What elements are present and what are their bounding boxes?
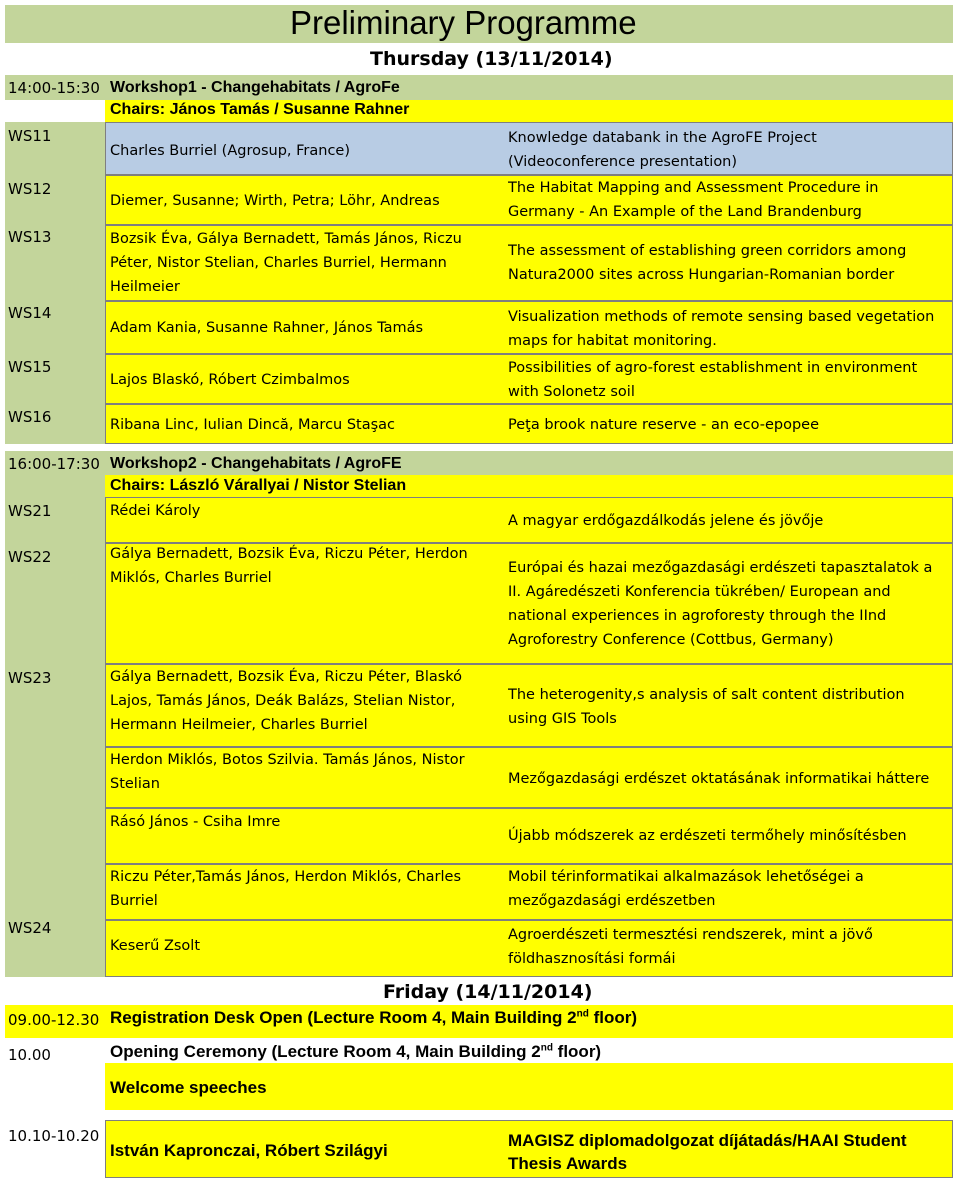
topic-cell: A magyar erdőgazdálkodás jelene és jövője — [508, 513, 824, 529]
opening-text — [110, 1042, 601, 1062]
session-id: WS14 — [8, 304, 52, 322]
session-id: WS13 — [8, 228, 52, 246]
topic-cell: Agroerdészeti termesztési rendszerek, mint a jövő földhasznosítási formái — [508, 927, 873, 967]
speaker-cell: Riczu Péter,Tamás János, Herdon Miklós, Charles Burriel — [110, 869, 462, 909]
speaker-cell: Keserű Zsolt — [110, 938, 201, 954]
session-id: WS22 — [8, 548, 52, 566]
welcome-text: Welcome speeches — [110, 1078, 267, 1097]
session-id: WS16 — [8, 408, 52, 426]
award-title: MAGISZ diplomadolgozat díjátadás/HAAI Student Thesis Awards — [508, 1131, 907, 1173]
topic-cell: The heterogenity,s analysis of salt content distribution using GIS Tools — [508, 687, 905, 727]
topic-cell: Mobil térinformatikai alkalmazások lehetőségei a mezőgazdasági erdészetben — [508, 869, 864, 909]
registration-end: floor) — [588, 1008, 637, 1027]
ws1-title: Workshop1 - Changehabitats / AgroFe — [110, 79, 400, 96]
ws1-id-column — [5, 122, 105, 444]
speaker-cell: Gálya Bernadett, Bozsik Éva, Riczu Péter, Herdon Miklós, Charles Burriel — [110, 546, 468, 586]
topic-cell: Visualization methods of remote sensing based vegetation maps for habitat monitoring. — [508, 309, 935, 349]
page-title: Preliminary Programme — [290, 4, 637, 41]
registration-text — [110, 1008, 637, 1028]
ws2-title: Workshop2 - Changehabitats / AgroFE — [110, 455, 402, 472]
topic-cell: The Habitat Mapping and Assessment Procedure in Germany - An Example of the Land Brandenburg — [508, 180, 879, 220]
topic-cell: Knowledge databank in the AgroFE Project (Videoconference presentation) — [508, 130, 817, 170]
ws1-time: 14:00-15:30 — [8, 79, 100, 97]
speaker-cell: Lajos Blaskó, Róbert Czimbalmos — [110, 372, 350, 388]
opening-label: Opening Ceremony (Lecture Room 4, Main Building 2 — [110, 1042, 541, 1061]
award-speakers: István Kapronczai, Róbert Szilágyi — [110, 1141, 388, 1160]
speaker-cell: Herdon Miklós, Botos Szilvia. Tamás János, Nistor Stelian — [110, 752, 465, 792]
topic-cell: Újabb módszerek az erdészeti termőhely minősítésben — [508, 828, 907, 844]
registration-label: Registration Desk Open (Lecture Room 4, Main Building 2 — [110, 1008, 577, 1027]
opening-time: 10.00 — [8, 1046, 51, 1064]
opening-end: floor) — [552, 1042, 602, 1061]
speaker-cell: Bozsik Éva, Gálya Bernadett, Tamás János, Riczu Péter, Nistor Stelian, Charles Burriel, Hermann Heilmeier — [110, 231, 462, 295]
speaker-cell: Rásó János - Csiha Imre — [110, 814, 281, 830]
registration-sup: nd — [576, 1008, 589, 1020]
ws2-header-block — [5, 451, 105, 977]
friday-heading: Friday (14/11/2014) — [383, 981, 593, 1003]
award-time: 10.10-10.20 — [8, 1127, 100, 1145]
opening-sup: nd — [540, 1042, 553, 1054]
speaker-cell: Ribana Linc, Iulian Dincă, Marcu Staşac — [110, 417, 396, 433]
speaker-cell: Diemer, Susanne; Wirth, Petra; Löhr, Andreas — [110, 193, 440, 209]
topic-cell: Peţa brook nature reserve - an eco-epopee — [508, 417, 819, 433]
session-id: WS15 — [8, 358, 52, 376]
ws2-time: 16:00-17:30 — [8, 455, 100, 473]
speaker-cell: Charles Burriel (Agrosup, France) — [110, 143, 351, 159]
thursday-heading: Thursday (13/11/2014) — [370, 48, 613, 70]
topic-cell: The assessment of establishing green corridors among Natura2000 sites across Hungarian-Romanian border — [508, 243, 907, 283]
session-id: WS12 — [8, 180, 52, 198]
ws1-chairs: Chairs: János Tamás / Susanne Rahner — [110, 101, 410, 118]
speaker-cell: Rédei Károly — [110, 503, 201, 519]
session-id: WS23 — [8, 669, 52, 687]
speaker-cell: Adam Kania, Susanne Rahner, János Tamás — [110, 320, 424, 336]
topic-cell: Európai és hazai mezőgazdasági erdészeti tapasztalatok a II. Agáredészeti Konferencia tükrében/ European and national experiences in agroforesty through the IInd Agroforestry Conference (Cottbus, Germany) — [508, 560, 933, 648]
session-id: WS21 — [8, 502, 52, 520]
session-id: WS11 — [8, 127, 52, 145]
session-id: WS24 — [8, 919, 52, 937]
topic-cell: Possibilities of agro-forest establishment in environment with Solonetz soil — [508, 360, 918, 400]
speaker-cell: Gálya Bernadett, Bozsik Éva, Riczu Péter, Blaskó Lajos, Tamás János, Deák Balázs, Stelian Nistor, Hermann Heilmeier, Charles Burriel — [110, 669, 463, 733]
topic-cell: Mezőgazdasági erdészet oktatásának informatikai háttere — [508, 771, 930, 787]
ws2-chairs: Chairs: László Várallyai / Nistor Stelian — [110, 477, 407, 494]
registration-time: 09.00-12.30 — [8, 1011, 100, 1029]
